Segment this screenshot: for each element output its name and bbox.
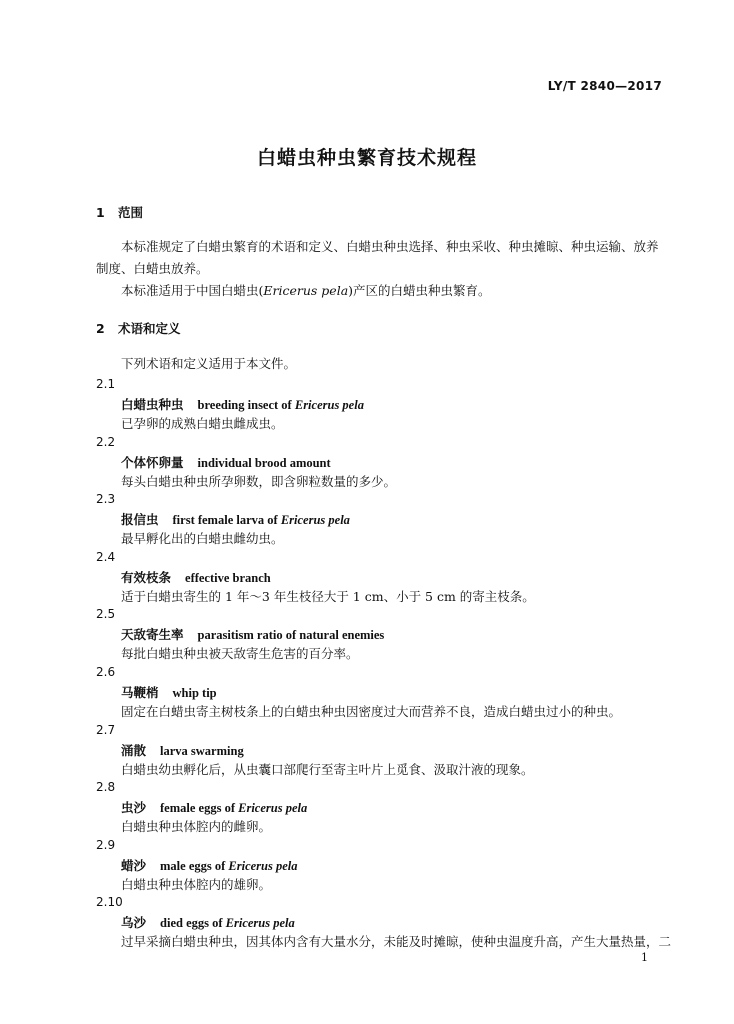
term-number: 2.3 [96, 492, 116, 507]
term-en: first female larva of Ericerus pela [172, 513, 350, 528]
term-heading [121, 568, 271, 586]
term-heading [121, 798, 307, 816]
term-definition: 每批白蜡虫种虫被天敌寄生危害的百分率。 [121, 646, 359, 662]
term-number: 2.8 [96, 780, 116, 795]
term-number: 2.6 [96, 665, 116, 679]
term-en-latin: Ericerus pela [225, 916, 295, 931]
term-number: 2.10 [96, 895, 123, 910]
term-en-latin: Ericerus pela [294, 398, 364, 412]
term-definition: 每头白蜡虫种虫所孕卵数，即含卵粒数量的多少。 [121, 473, 397, 489]
terms-intro: 下列术语和定义适用于本文件。 [121, 356, 297, 371]
scope-paragraph-1: 本标准规定了白蜡虫繁育的术语和定义、白蜡虫种虫选择、种虫采收、种虫摊晾、种虫运输、放养制度、白蜡虫放养。 [96, 239, 659, 276]
term-definition: 白蜡虫幼虫孵化后，从虫囊口部爬行至寄主叶片上觅食、汲取汁液的现象。 [121, 761, 534, 777]
term-en: larva swarming [160, 743, 244, 758]
term-zh: 涌散 [121, 742, 147, 758]
term-en-latin: Ericerus pela [228, 858, 298, 873]
page-number: 1 [641, 951, 648, 964]
term-definition: 最早孵化出的白蜡虫雌幼虫。 [121, 531, 284, 547]
term-en: individual brood amount [197, 455, 331, 470]
section-title: 范围 [118, 205, 144, 220]
term-number: 2.7 [96, 722, 116, 737]
term-zh: 马鞭梢 [121, 685, 159, 700]
term-zh: 报信虫 [121, 512, 159, 528]
term-zh: 乌沙 [121, 915, 147, 931]
term-heading [121, 913, 295, 931]
term-heading [121, 683, 217, 701]
scope-paragraph-2: 本标准适用于中国白蜡虫(Ericerus pela)产区的白蜡虫种虫繁育。 [121, 283, 491, 298]
term-zh: 白蜡虫种虫 [121, 397, 184, 412]
section-title: 术语和定义 [118, 321, 181, 336]
term-number: 2.4 [96, 549, 116, 564]
term-en: effective branch [185, 570, 271, 585]
section-heading-terms [96, 319, 181, 337]
term-zh: 虫沙 [121, 800, 147, 816]
term-number: 2.5 [96, 607, 116, 622]
term-heading [121, 741, 244, 759]
term-definition: 白蜡虫种虫体腔内的雄卵。 [121, 876, 272, 892]
term-en: parasitism ratio of natural enemies [197, 628, 385, 643]
term-definition: 已孕卵的成熟白蜡虫雌成虫。 [121, 416, 284, 431]
term-number: 2.2 [96, 434, 116, 449]
term-heading [121, 625, 384, 643]
term-number: 2.9 [96, 837, 116, 852]
term-en: died eggs of Ericerus pela [160, 916, 295, 931]
section-number: 1 [96, 205, 105, 220]
term-heading [121, 453, 331, 471]
term-en-latin: Ericerus pela [238, 801, 308, 816]
latin-name: Ericerus pela [263, 283, 349, 298]
term-heading [121, 510, 350, 528]
term-definition: 固定在白蜡虫寄主树枝条上的白蜡虫种虫因密度过大而营养不良，造成白蜡虫过小的种虫。 [121, 704, 622, 719]
term-heading [121, 856, 298, 874]
section-number: 2 [96, 321, 105, 336]
term-definition: 白蜡虫种虫体腔内的雌卵。 [121, 819, 272, 835]
term-zh: 天敌寄生率 [121, 627, 184, 643]
standard-code: LY/T 2840—2017 [547, 79, 662, 93]
term-number: 2.1 [96, 377, 116, 391]
term-en: female eggs of Ericerus pela [160, 801, 308, 816]
term-zh: 个体怀卵量 [121, 454, 184, 470]
document-title: 白蜡虫种虫繁育技术规程 [256, 147, 477, 169]
term-zh: 蜡沙 [121, 857, 147, 873]
term-zh: 有效枝条 [121, 569, 172, 585]
section-heading-scope [96, 203, 143, 221]
term-en: male eggs of Ericerus pela [160, 858, 298, 873]
term-en: breeding insect of Ericerus pela [197, 398, 364, 412]
term-definition: 适于白蜡虫寄生的 1 年～3 年生枝径大于 1 cm、小于 5 cm 的寄主枝条。 [121, 588, 535, 604]
term-definition: 过早采摘白蜡虫种虫，因其体内含有大量水分，未能及时摊晾，使种虫温度升高，产生大量热量，二 [121, 934, 672, 950]
term-heading [121, 395, 364, 413]
term-en: whip tip [172, 686, 217, 700]
term-en-latin: Ericerus pela [280, 513, 350, 528]
